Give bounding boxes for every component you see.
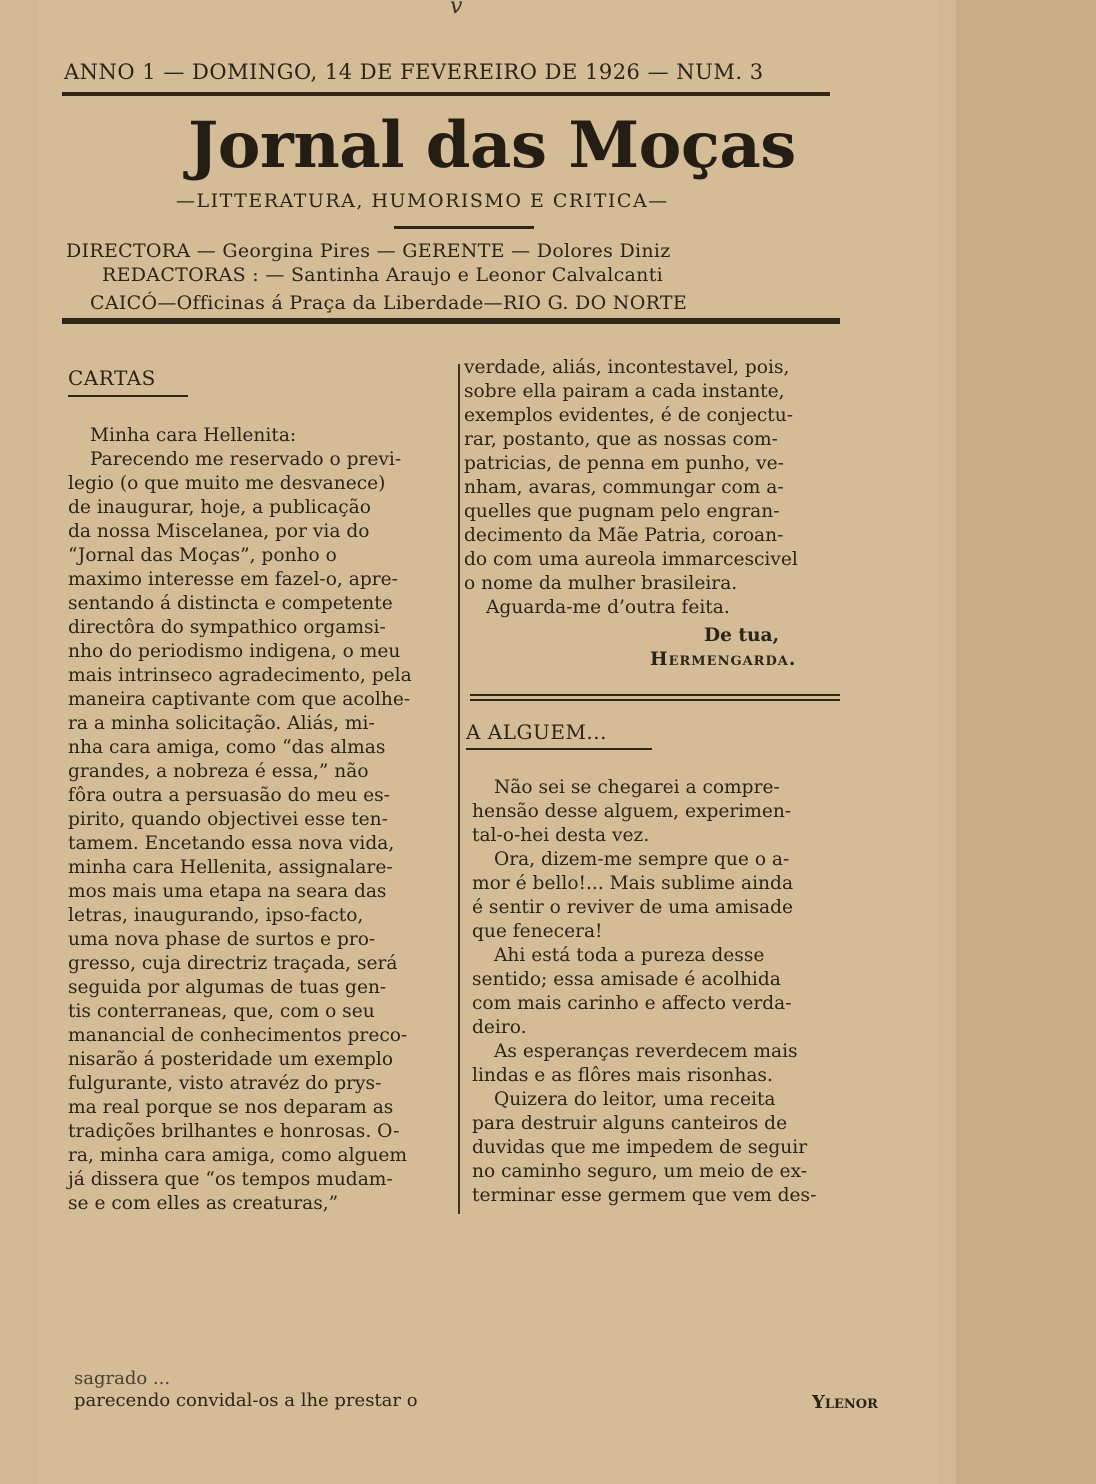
ornament-rule (394, 226, 534, 229)
cartas-signature: Hermengarda. (650, 649, 797, 670)
cartas-continuation-line: exemplos evidentes, é de conjectu- (464, 405, 794, 426)
cartas-line: grandes, a nobreza é essa,” não (68, 761, 369, 782)
cartas-continuation-line: o nome da mulher brasileira. (464, 573, 738, 594)
section-title-alguem: A ALGUEM... (466, 720, 608, 744)
section-rule-2 (470, 699, 840, 701)
cartas-line: já dissera que “os tempos mudam- (68, 1169, 393, 1190)
cartas-line: nisarão á posteridade um exemplo (68, 1049, 394, 1070)
cartas-continuation-line: verdade, aliás, incontestavel, pois, (464, 357, 790, 378)
cartas-line: sentando á distincta e competente (68, 593, 393, 614)
alguem-line: mor é bello!... Mais sublime ainda (472, 873, 794, 894)
cartas-line: maximo interesse em fazel-o, apre- (68, 569, 398, 590)
staff-redactoras: REDACTORAS : — Santinha Araujo e Leonor Calvalcanti (102, 264, 664, 286)
cartas-body (68, 448, 450, 1216)
cartas-closing: De tua, (704, 625, 780, 646)
cartas-continuation-line: rar, postanto, que as nossas com- (464, 429, 778, 450)
cartas-line: se e com elles as creaturas,” (68, 1193, 339, 1214)
cartas-line: maneira captivante com que acolhe- (68, 689, 411, 710)
header-bottom-rule (62, 318, 840, 324)
alguem-line: tal-o-hei desta vez. (472, 825, 650, 846)
alguem-line: deiro. (472, 1017, 527, 1038)
masthead-title: Jornal das Moças (188, 108, 796, 183)
cartas-salutation: Minha cara Hellenita: (90, 425, 297, 446)
alguem-line: As esperanças reverdecem mais (494, 1041, 798, 1062)
dateline-rule (62, 92, 830, 96)
cartas-continuation-line: nham, avaras, commungar com a- (464, 477, 784, 498)
cartas-line: fulgurante, visto atravéz do prys- (68, 1073, 382, 1094)
cartas-column (68, 424, 450, 1216)
cartas-line: de inaugurar, hoje, a publicação (68, 497, 371, 518)
alguem-line: duvidas que me impedem de seguir (472, 1137, 808, 1158)
section-rule-1 (470, 694, 840, 696)
cartas-line: ra, minha cara amiga, como alguem (68, 1145, 408, 1166)
alguem-line: Ora, dizem-me sempre que o a- (494, 849, 790, 870)
cartas-continuation-line: patricias, de penna em punho, ve- (464, 453, 784, 474)
cartas-continuation (464, 356, 854, 620)
staff-officinas: CAICÓ—Officinas á Praça da Liberdade—RIO G. DO NORTE (90, 292, 688, 314)
alguem-line: terminar esse germem que vem des- (472, 1185, 817, 1206)
alguem-body (472, 776, 858, 1208)
alguem-line: que fenecera! (472, 921, 603, 942)
cartas-line: seguida por algumas de tuas gen- (68, 977, 387, 998)
cartas-continuation-line: decimento da Mãe Patria, coroan- (464, 525, 784, 546)
cartas-line: mos mais uma etapa na seara das (68, 881, 387, 902)
top-mark: v (450, 0, 463, 19)
cartas-line: ma real porque se nos deparam as (68, 1097, 394, 1118)
alguem-line: é sentir o reviver de uma amisade (472, 897, 794, 918)
alguem-title-rule (466, 748, 652, 750)
cartas-continuation-column (464, 356, 854, 672)
cartas-line: gresso, cuja directriz traçada, será (68, 953, 398, 974)
cartas-continuation-line: do com uma aureola immarcescivel (464, 549, 798, 570)
footer-line-1: sagrado ... (74, 1368, 171, 1389)
cartas-line: Parecendo me reservado o previ- (90, 449, 402, 470)
dateline: ANNO 1 — DOMINGO, 14 DE FEVEREIRO DE 1926 — NUM. 3 (64, 60, 764, 84)
alguem-line: hensão desse alguem, experimen- (472, 801, 792, 822)
cartas-line: tamem. Encetando essa nova vida, (68, 833, 395, 854)
footer-line-2: parecendo convidal-os a lhe prestar o (74, 1390, 418, 1411)
cartas-line: letras, inaugurando, ipso-facto, (68, 905, 364, 926)
cartas-line: directôra do sympathico orgamsi- (68, 617, 386, 638)
alguem-line: no caminho seguro, um meio de ex- (472, 1161, 808, 1182)
cartas-line: mais intrinseco agradecimento, pela (68, 665, 412, 686)
column-divider (458, 364, 460, 1214)
cartas-title-rule (68, 395, 188, 397)
cartas-line: legio (o que muito me desvanece) (68, 473, 386, 494)
cartas-line: fôra outra a persuasão do meu es- (68, 785, 390, 806)
cartas-line: “Jornal das Moças”, ponho o (68, 545, 337, 566)
cartas-line: ra a minha solicitação. Aliás, mi- (68, 713, 375, 734)
cartas-line: nho do periodismo indigena, o meu (68, 641, 401, 662)
alguem-line: com mais carinho e affecto verda- (472, 993, 792, 1014)
section-title-cartas: CARTAS (68, 366, 156, 390)
alguem-line: Quizera do leitor, uma receita (494, 1089, 776, 1110)
alguem-line: Não sei se chegarei a compre- (494, 777, 780, 798)
cartas-line: minha cara Hellenita, assignalare- (68, 857, 393, 878)
alguem-line: Ahi está toda a pureza desse (494, 945, 765, 966)
cartas-line: nha cara amiga, como “das almas (68, 737, 386, 758)
cartas-continuation-line: Aguarda-me d’outra feita. (486, 597, 730, 618)
alguem-line: lindas e as flôres mais risonhas. (472, 1065, 773, 1086)
alguem-line: sentido; essa amisade é acolhida (472, 969, 781, 990)
cartas-line: tradições brilhantes e honrosas. O- (68, 1121, 400, 1142)
alguem-line: para destruir alguns canteiros de (472, 1113, 788, 1134)
cartas-continuation-line: quelles que pugnam pelo engran- (464, 501, 780, 522)
footer-signature: Ylenor (812, 1392, 878, 1413)
cartas-continuation-line: sobre ella pairam a cada instante, (464, 381, 785, 402)
cartas-line: da nossa Miscelanea, por via do (68, 521, 370, 542)
cartas-line: tis conterraneas, que, com o seu (68, 1001, 375, 1022)
alguem-column (472, 776, 858, 1208)
paper-edge (956, 0, 1096, 1484)
cartas-line: manancial de conhecimentos preco- (68, 1025, 408, 1046)
masthead-subtitle: —LITTERATURA, HUMORISMO E CRITICA— (176, 190, 669, 212)
staff-directora: DIRECTORA — Georgina Pires — GERENTE — Dolores Diniz (66, 240, 671, 262)
cartas-line: pirito, quando objectivei esse ten- (68, 809, 388, 830)
cartas-line: uma nova phase de surtos e pro- (68, 929, 376, 950)
